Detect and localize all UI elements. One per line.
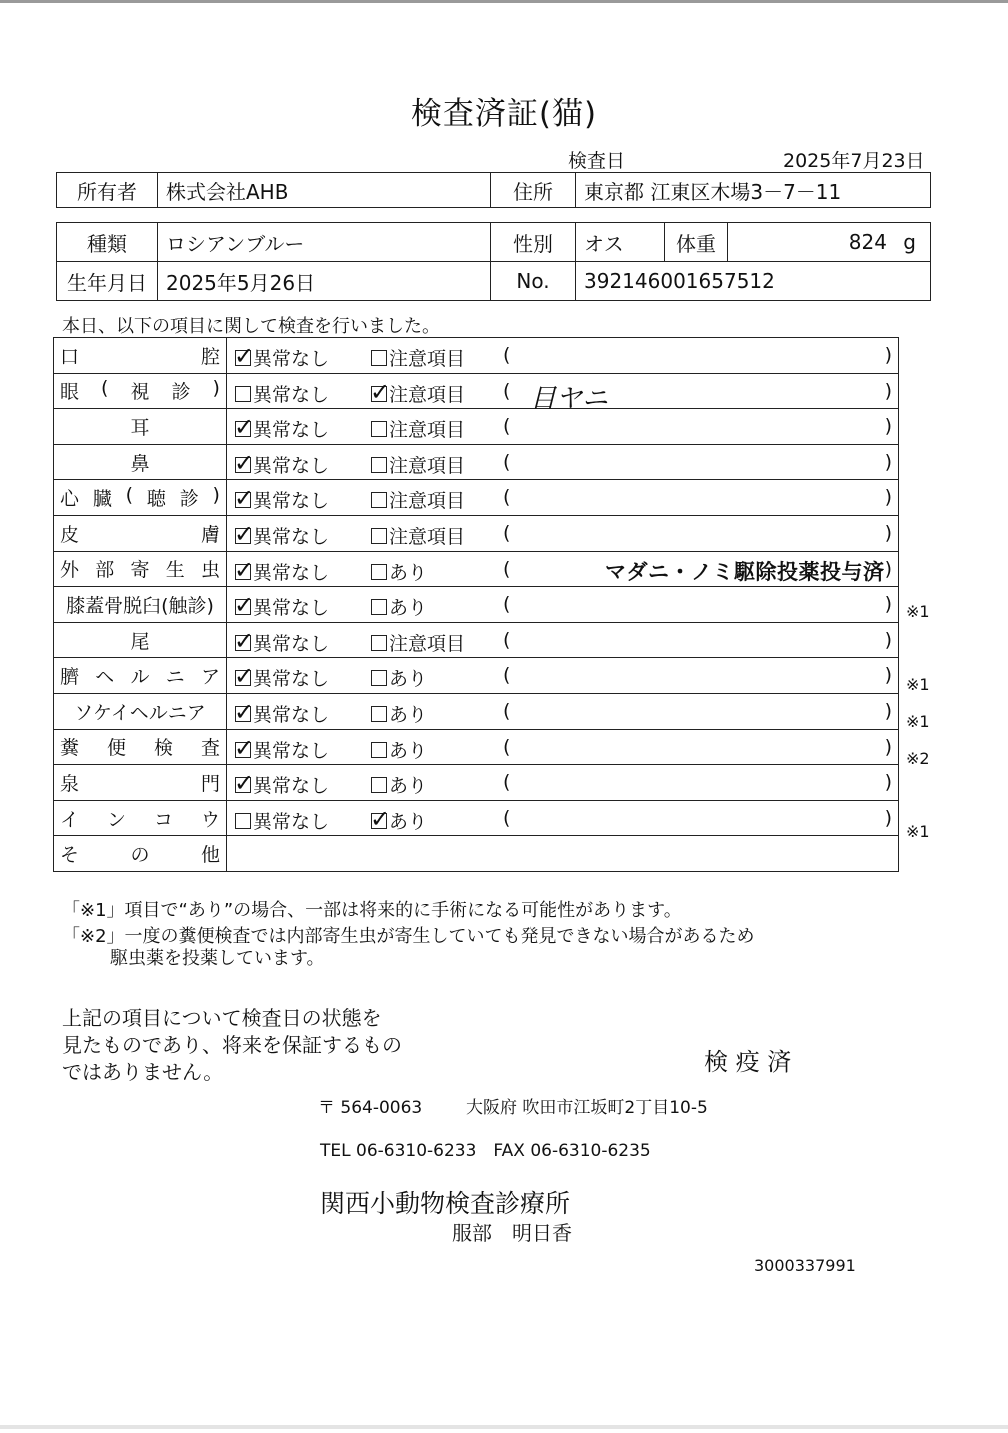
abnormal-checkbox[interactable] xyxy=(370,804,391,833)
exam-item-label xyxy=(54,551,227,587)
exam-item-label-char: 便 xyxy=(106,737,126,760)
normal-checkbox[interactable] xyxy=(234,626,255,655)
note-paren-close: ) xyxy=(884,735,892,758)
note-paren-open: ( xyxy=(503,521,511,544)
exam-item-label-char: ) xyxy=(212,377,220,400)
address-label: 住所 xyxy=(491,173,576,208)
exam-item-label-char: 膝蓋骨脱臼(触診) xyxy=(66,594,214,617)
number-value: 392146001657512 xyxy=(576,262,931,301)
option-abnormal xyxy=(371,558,427,585)
note-paren-close: ) xyxy=(884,379,892,402)
note-paren-open: ( xyxy=(503,664,511,687)
option-normal-label: 異常なし xyxy=(253,348,330,370)
owner-label: 所有者 xyxy=(57,173,158,208)
option-abnormal-label: 注意項目 xyxy=(389,419,466,442)
check-mark-icon: ✓ xyxy=(234,662,255,691)
normal-checkbox[interactable] xyxy=(234,733,255,762)
option-normal xyxy=(234,555,330,585)
option-abnormal-label: あり xyxy=(389,703,428,726)
exam-item-label-char: 部 xyxy=(95,559,115,582)
exam-item-label xyxy=(54,409,227,445)
exam-item-label-char: 眼 xyxy=(60,381,80,404)
exam-item-label-char: そ xyxy=(60,844,80,867)
exam-item-label-char: 虫 xyxy=(200,559,220,582)
exam-item-label-char: 臓 xyxy=(92,488,112,511)
option-normal-label: 異常なし xyxy=(253,739,330,762)
exam-row-body xyxy=(227,693,899,729)
exam-item-label-char: 生 xyxy=(165,559,185,582)
exam-item-label-char: ニ xyxy=(165,666,185,689)
sex-value: オス xyxy=(576,223,665,262)
exam-item-label-char: ( xyxy=(125,484,134,507)
note-paren-close: ) xyxy=(884,521,892,544)
exam-item-label xyxy=(54,515,227,551)
option-abnormal xyxy=(371,593,427,620)
exam-row xyxy=(54,515,899,551)
option-abnormal-label: 注意項目 xyxy=(389,454,466,477)
option-normal xyxy=(234,519,330,549)
option-abnormal xyxy=(371,664,427,691)
exam-row xyxy=(54,587,899,623)
exam-item-label-char: 臍 xyxy=(60,666,80,689)
exam-row-body xyxy=(227,480,899,516)
option-abnormal xyxy=(371,771,427,798)
option-abnormal-label: あり xyxy=(389,739,428,762)
option-abnormal-label: 注意項目 xyxy=(389,383,466,406)
clinic-phone-fax: TEL 06-6310-6233 FAX 06-6310-6235 xyxy=(320,1141,651,1161)
abnormal-checkbox[interactable] xyxy=(371,457,387,473)
option-normal-label: 異常なし xyxy=(253,597,330,620)
exam-item-label-char: 尾 xyxy=(130,630,150,653)
exam-item-label-char: 査 xyxy=(200,737,220,760)
owner-value: 株式会社AHB xyxy=(158,173,491,208)
exam-item-label xyxy=(54,693,227,729)
note-paren-close: ) xyxy=(884,486,892,509)
exam-item-label-char: 心 xyxy=(60,488,80,511)
disclaimer-line-3: ではありません。 xyxy=(62,1060,224,1084)
exam-item-label xyxy=(54,338,227,374)
check-mark-icon: ✓ xyxy=(234,519,255,548)
abnormal-checkbox[interactable] xyxy=(371,421,387,437)
exam-item-label xyxy=(54,480,227,516)
normal-checkbox[interactable] xyxy=(234,591,255,620)
option-normal xyxy=(234,626,330,656)
exam-row xyxy=(54,800,899,836)
exam-item-label xyxy=(54,800,227,836)
abnormal-checkbox[interactable] xyxy=(371,599,387,615)
option-normal xyxy=(235,664,329,691)
exam-row xyxy=(54,444,899,480)
weight-cell xyxy=(728,223,931,262)
option-abnormal xyxy=(371,522,465,549)
note-paren-open: ( xyxy=(503,450,511,473)
birth-value: 2025年5月26日 xyxy=(158,262,491,301)
exam-item-label xyxy=(54,658,227,694)
note-paren-close: ) xyxy=(884,415,892,438)
breed-label: 種類 xyxy=(57,223,158,262)
sex-label: 性別 xyxy=(491,223,576,262)
option-normal-label: 異常なし xyxy=(253,632,330,655)
exam-item-label-char: 耳 xyxy=(130,416,150,439)
breed-value: ロシアンブルー xyxy=(158,223,491,262)
exam-item-label-char: 腔 xyxy=(200,345,220,368)
footnote-marker: ※1 xyxy=(906,712,930,731)
note-paren-open: ( xyxy=(503,699,511,722)
note-paren-close: ) xyxy=(884,450,892,473)
exam-row-body xyxy=(227,729,899,765)
exam-row-body xyxy=(227,765,899,801)
note-paren-open: ( xyxy=(503,806,511,829)
exam-item-label-char: イ xyxy=(60,808,80,831)
clinic-name: 関西小動物検査診療所 xyxy=(320,1189,571,1218)
exam-item-label xyxy=(54,765,227,801)
exam-row-body xyxy=(227,587,899,623)
abnormal-checkbox[interactable] xyxy=(371,350,387,366)
exam-item-label-char: 寄 xyxy=(130,559,150,582)
abnormal-checkbox[interactable] xyxy=(370,377,391,406)
exam-row xyxy=(54,480,899,516)
exam-item-label-char: ) xyxy=(212,484,220,507)
exam-row-body xyxy=(227,800,899,836)
abnormal-checkbox[interactable] xyxy=(371,528,387,544)
option-normal-label: 異常なし xyxy=(253,668,330,691)
exam-item-label-char: ( xyxy=(101,377,109,400)
doctor-name: 服部 明日香 xyxy=(452,1221,572,1245)
note-paren-close: ) xyxy=(884,806,892,829)
option-normal-label: 異常なし xyxy=(253,703,330,726)
option-abnormal xyxy=(371,736,427,763)
option-normal-label: 異常なし xyxy=(253,561,330,584)
note-paren-close: ) xyxy=(884,699,892,722)
note-paren-open: ( xyxy=(503,415,511,438)
exam-row xyxy=(54,551,899,587)
exam-item-label-char: 糞 xyxy=(60,737,80,760)
exam-item-label-char: コ xyxy=(153,808,173,831)
exam-row xyxy=(54,338,899,374)
option-normal xyxy=(235,807,329,834)
exam-item-label xyxy=(54,587,227,623)
check-mark-icon: ✓ xyxy=(234,697,255,726)
exam-row xyxy=(54,693,899,729)
address-value: 東京都 江東区木場3－7－11 xyxy=(576,173,931,208)
note-paren-open: ( xyxy=(503,735,511,758)
document-title: 検査済証(猫) xyxy=(410,96,598,132)
weight-value: 824 xyxy=(848,230,887,254)
footnote-2-cont: 駆虫薬を投薬しています。 xyxy=(110,948,325,969)
birth-label: 生年月日 xyxy=(57,262,158,301)
option-normal-label: 異常なし xyxy=(253,525,330,548)
note-paren-open: ( xyxy=(503,628,511,651)
note-paren-close: ) xyxy=(884,628,892,651)
exam-row-other xyxy=(54,836,899,872)
exam-row-body xyxy=(227,622,899,658)
number-label: No. xyxy=(491,262,576,301)
check-mark-icon: ✓ xyxy=(234,342,255,370)
exam-item-label-char: 膚 xyxy=(200,523,220,546)
option-normal-label: 異常なし xyxy=(253,383,330,406)
exam-item-label xyxy=(54,836,227,872)
option-normal xyxy=(235,344,329,371)
exam-item-label-char: ヘ xyxy=(95,666,115,689)
abnormal-checkbox[interactable] xyxy=(371,492,387,508)
option-normal xyxy=(235,771,329,798)
option-abnormal xyxy=(370,804,428,834)
exam-item-label-char: 診 xyxy=(179,488,199,511)
option-abnormal xyxy=(371,700,427,727)
owner-table xyxy=(56,172,931,208)
exam-row-body xyxy=(227,515,899,551)
exam-row-other-body xyxy=(227,836,899,872)
exam-row-body xyxy=(227,551,899,587)
exam-item-label-char: 検 xyxy=(153,737,173,760)
exam-item-label-char: 他 xyxy=(200,844,220,867)
option-abnormal-label: あり xyxy=(389,810,428,833)
footnote-marker: ※1 xyxy=(906,602,930,622)
option-normal xyxy=(235,486,329,513)
check-mark-icon: ✓ xyxy=(234,626,255,655)
footnote-1: 「※1」項目で“あり”の場合、一部は将来的に手術になる可能性があります。 xyxy=(62,900,682,921)
option-abnormal-label: 注意項目 xyxy=(389,632,466,655)
exam-row-body xyxy=(227,444,899,480)
footnote-marker: ※1 xyxy=(906,821,930,841)
note-paren-close: ) xyxy=(884,344,892,366)
normal-checkbox[interactable] xyxy=(234,697,255,726)
footnote-marker: ※2 xyxy=(906,748,930,768)
weight-unit: g xyxy=(903,230,916,254)
postal-code: 〒 564-0063 xyxy=(318,1098,423,1118)
option-abnormal xyxy=(370,377,466,407)
option-normal xyxy=(234,697,330,727)
note-paren-close: ) xyxy=(884,664,892,687)
option-abnormal-label: あり xyxy=(389,775,428,798)
disclaimer-line-1: 上記の項目について検査日の状態を xyxy=(62,1006,382,1030)
exam-row-body xyxy=(227,658,899,694)
abnormal-checkbox[interactable] xyxy=(371,706,387,722)
option-normal-label: 異常なし xyxy=(253,775,330,798)
exam-item-label-char: ソケイヘルニア xyxy=(74,701,206,724)
exam-item-label-char: 皮 xyxy=(60,523,80,546)
intro-text: 本日、以下の項目に関して検査を行いました。 xyxy=(62,316,440,337)
option-normal xyxy=(235,593,329,620)
exam-item-label-char: の xyxy=(130,844,150,867)
exam-item-label-char: ル xyxy=(130,666,150,689)
abnormal-checkbox[interactable] xyxy=(371,777,387,793)
note-paren-open: ( xyxy=(503,344,511,366)
abnormal-checkbox[interactable] xyxy=(371,742,387,758)
option-abnormal-label: あり xyxy=(389,597,428,620)
option-normal xyxy=(235,380,329,407)
exam-row xyxy=(54,729,899,765)
exam-row xyxy=(54,373,899,409)
exam-item-label-char: 診 xyxy=(171,381,191,404)
option-abnormal xyxy=(371,344,465,371)
normal-checkbox[interactable] xyxy=(234,448,255,477)
check-mark-icon: ✓ xyxy=(370,804,391,833)
exam-item-label-char: 門 xyxy=(200,772,220,795)
clinic-address: 大阪府 吹田市江坂町2丁目10-5 xyxy=(466,1098,708,1118)
option-abnormal xyxy=(371,629,465,656)
animal-table xyxy=(56,222,931,301)
exam-row xyxy=(54,765,899,801)
option-abnormal-label: あり xyxy=(389,668,428,691)
quarantine-stamp: 検 疫 済 xyxy=(704,1048,792,1076)
check-mark-icon: ✓ xyxy=(234,448,255,477)
exam-row xyxy=(54,658,899,694)
exam-item-label-char: ア xyxy=(200,666,220,689)
option-normal-label: 異常なし xyxy=(253,419,330,442)
exam-note: マダニ・ノミ駆除投薬投与済 xyxy=(605,559,885,584)
option-abnormal-label: 注意項目 xyxy=(389,525,466,548)
exam-item-label-char: ウ xyxy=(200,808,220,831)
option-abnormal-label: 注意項目 xyxy=(389,348,466,370)
exam-item-label-char: 聴 xyxy=(146,488,166,511)
exam-row-body xyxy=(227,338,899,374)
abnormal-checkbox[interactable] xyxy=(371,635,387,651)
footnote-2: 「※2」一度の糞便検査では内部寄生虫が寄生していても発見できない場合があるため xyxy=(62,926,755,947)
check-mark-icon: ✓ xyxy=(370,377,391,406)
exam-item-label xyxy=(54,622,227,658)
abnormal-checkbox[interactable] xyxy=(371,564,387,580)
check-mark-icon: ✓ xyxy=(234,555,255,584)
normal-checkbox[interactable] xyxy=(235,386,251,402)
note-paren-close: ) xyxy=(884,593,892,616)
normal-checkbox[interactable] xyxy=(234,555,255,584)
exam-item-label-char: 口 xyxy=(60,345,80,368)
exam-row xyxy=(54,409,899,445)
note-paren-open: ( xyxy=(503,557,511,580)
exam-item-label-char: 外 xyxy=(60,559,80,582)
exam-row xyxy=(54,622,899,658)
option-normal-label: 異常なし xyxy=(253,454,330,477)
exam-item-label-char: 泉 xyxy=(60,772,80,795)
exam-item-label xyxy=(54,444,227,480)
option-abnormal-label: 注意項目 xyxy=(389,490,466,513)
note-paren-open: ( xyxy=(503,379,511,402)
normal-checkbox[interactable] xyxy=(234,413,255,442)
exam-item-label xyxy=(54,729,227,765)
exam-date-value: 2025年7月23日 xyxy=(783,150,925,172)
option-normal xyxy=(235,415,329,442)
option-normal xyxy=(234,448,330,478)
note-paren-close: ) xyxy=(884,557,892,580)
option-abnormal xyxy=(371,415,465,442)
normal-checkbox[interactable] xyxy=(235,813,251,829)
option-normal xyxy=(234,733,330,763)
handwritten-eye-note: 目ヤニ xyxy=(530,384,609,414)
check-mark-icon: ✓ xyxy=(234,733,255,762)
normal-checkbox[interactable] xyxy=(234,342,255,370)
footnote-marker: ※1 xyxy=(906,675,930,695)
option-abnormal xyxy=(371,451,465,478)
exam-item-label xyxy=(54,373,227,409)
exam-item-label-char: 鼻 xyxy=(130,452,150,475)
exam-item-label-char: ン xyxy=(106,808,126,831)
check-mark-icon: ✓ xyxy=(234,413,255,442)
disclaimer-line-2: 見たものであり、将来を保証するもの xyxy=(62,1033,402,1057)
note-paren-open: ( xyxy=(503,771,511,794)
scan-top-edge xyxy=(0,0,1008,3)
check-mark-icon: ✓ xyxy=(234,769,255,798)
exam-date-label: 検査日 xyxy=(568,150,626,172)
normal-checkbox[interactable] xyxy=(234,484,255,513)
option-normal-label: 異常なし xyxy=(253,490,330,513)
option-abnormal-label: あり xyxy=(389,561,428,584)
document-number: 3000337991 xyxy=(754,1256,856,1275)
weight-label: 体重 xyxy=(665,223,728,262)
exam-table xyxy=(53,337,899,872)
note-paren-open: ( xyxy=(503,593,511,616)
normal-checkbox[interactable] xyxy=(234,519,255,548)
abnormal-checkbox[interactable] xyxy=(371,670,387,686)
scan-bottom-edge xyxy=(0,1425,1008,1429)
option-abnormal xyxy=(371,486,465,513)
note-paren-close: ) xyxy=(884,771,892,794)
note-paren-open: ( xyxy=(503,486,511,509)
option-normal-label: 異常なし xyxy=(253,810,330,833)
exam-item-label-char: 視 xyxy=(130,381,150,404)
check-mark-icon: ✓ xyxy=(234,484,255,513)
normal-checkbox[interactable] xyxy=(234,662,255,691)
check-mark-icon: ✓ xyxy=(234,591,255,620)
normal-checkbox[interactable] xyxy=(234,769,255,798)
